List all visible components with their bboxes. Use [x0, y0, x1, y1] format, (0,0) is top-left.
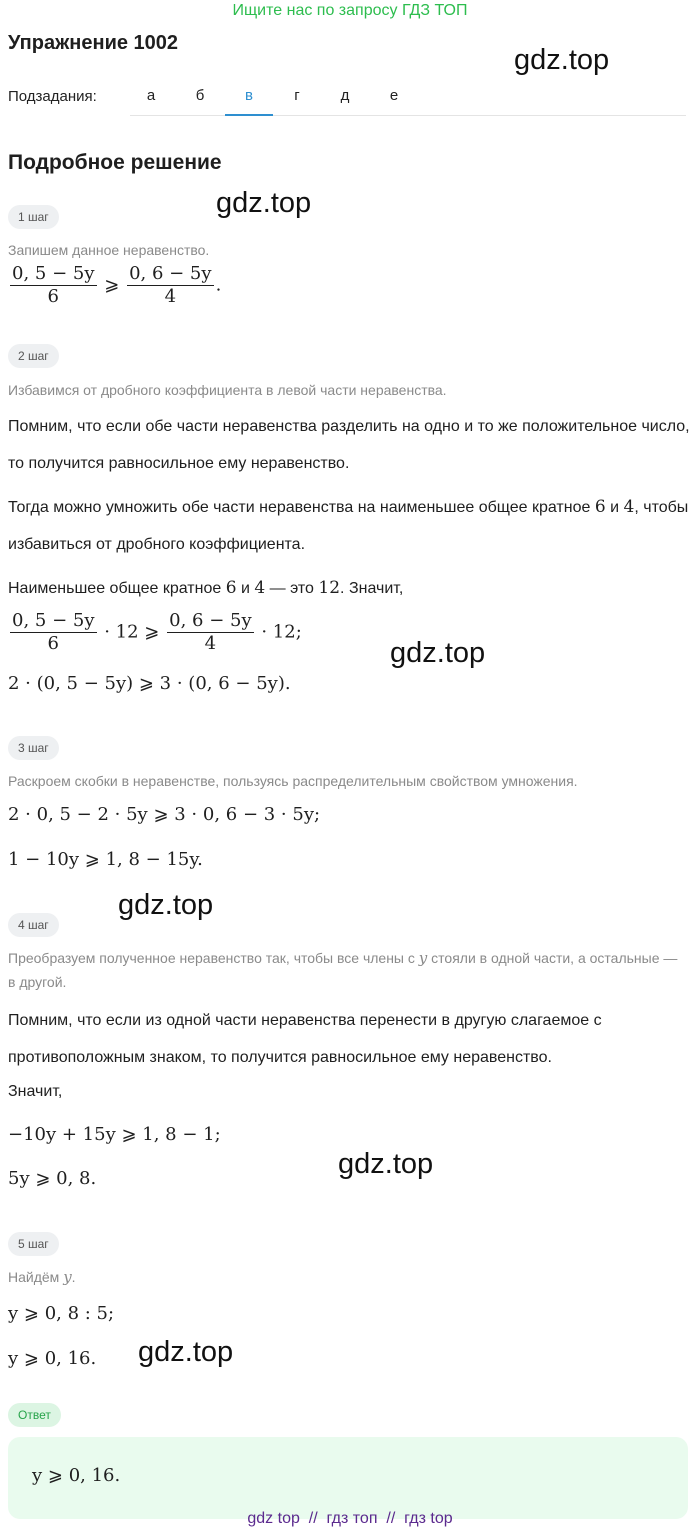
step3-inequality: 1 − 10y ⩾ 1, 8 − 15y. — [8, 849, 203, 870]
step-paragraph: Наименьшее общее кратное 6 и 4 — это 12. Значит, — [8, 578, 404, 598]
step-paragraph: Тогда можно умножить обе части неравенства на наименьшее общее кратное 6 и 4, чтобы избавиться от дробного коэффициента. — [8, 497, 689, 553]
step-paragraph: Значит, — [8, 1083, 63, 1100]
watermark: gdz.top — [390, 637, 486, 669]
step-paragraph: Помним, что если из одной части неравенства перенести в другую слагаемое с противоположным знаком, то получится равносильное ему неравенство. — [8, 1012, 602, 1066]
step2-inequality: $\frac{0, 5 - 5y}{6}$ · 12 ⩾ $\frac{0, 6 - 5y}{4}$ · 12; — [12, 610, 302, 654]
watermark: gdz.top — [118, 889, 214, 921]
tab-a[interactable]: а — [146, 87, 156, 104]
tab-e[interactable]: е — [389, 87, 399, 104]
watermark: gdz.top — [138, 1336, 234, 1368]
answer-value: y ⩾ 0, 16. — [32, 1465, 121, 1486]
step-badge: 1 шаг — [8, 205, 59, 229]
tab-v[interactable]: в — [225, 80, 273, 116]
step4-inequality: 5y ⩾ 0, 8. — [8, 1168, 97, 1189]
solution-title: Подробное решение — [8, 151, 222, 174]
step-badge: 2 шаг — [8, 344, 59, 368]
step5-inequality: y ⩾ 0, 8 : 5; — [8, 1303, 115, 1324]
step4-inequality: −10y + 15y ⩾ 1, 8 − 1; — [8, 1124, 221, 1145]
subtasks-label: Подзадания: — [8, 88, 97, 105]
step-hint: Раскроем скобки в неравенстве, пользуясь распределительным свойством умножения. — [8, 773, 578, 789]
step2-inequality: 2 · (0, 5 − 5y) ⩾ 3 · (0, 6 − 5y). — [8, 673, 291, 694]
tab-g[interactable]: г — [294, 87, 300, 104]
footer-links[interactable]: gdz top // гдз топ // гдз top — [247, 1510, 453, 1527]
step-hint: Найдём y. — [8, 1268, 76, 1286]
step-hint: Запишем данное неравенство. — [8, 242, 210, 258]
exercise-title: Упражнение 1002 — [8, 32, 179, 54]
step-hint: Избавимся от дробного коэффициента в левой части неравенства. — [8, 382, 447, 398]
step-badge: 4 шаг — [8, 913, 59, 937]
answer-badge: Ответ — [8, 1403, 61, 1427]
step3-inequality: 2 · 0, 5 − 2 · 5y ⩾ 3 · 0, 6 − 3 · 5y; — [8, 804, 321, 825]
watermark: gdz.top — [514, 44, 610, 76]
step-paragraph: Помним, что если обе части неравенства разделить на одно и то же положительное число, то получится равносильное ему неравенство. — [8, 418, 690, 472]
tab-b[interactable]: б — [195, 87, 205, 104]
step1-inequality: $\frac{0, 5 - 5y}{6}$ ⩾ $\frac{0, 6 - 5y}{4}$ . — [12, 263, 222, 307]
watermark: gdz.top — [338, 1148, 434, 1180]
step-hint: Преобразуем полученное неравенство так, чтобы все члены с y стояли в одной части, а остальные — в другой. — [8, 949, 678, 990]
step-badge: 5 шаг — [8, 1232, 59, 1256]
tab-d[interactable]: д — [340, 87, 350, 104]
watermark: gdz.top — [216, 187, 312, 219]
search-banner[interactable]: Ищите нас по запросу ГДЗ ТОП — [232, 2, 468, 19]
step-badge: 3 шаг — [8, 736, 59, 760]
step5-inequality: y ⩾ 0, 16. — [8, 1348, 97, 1369]
